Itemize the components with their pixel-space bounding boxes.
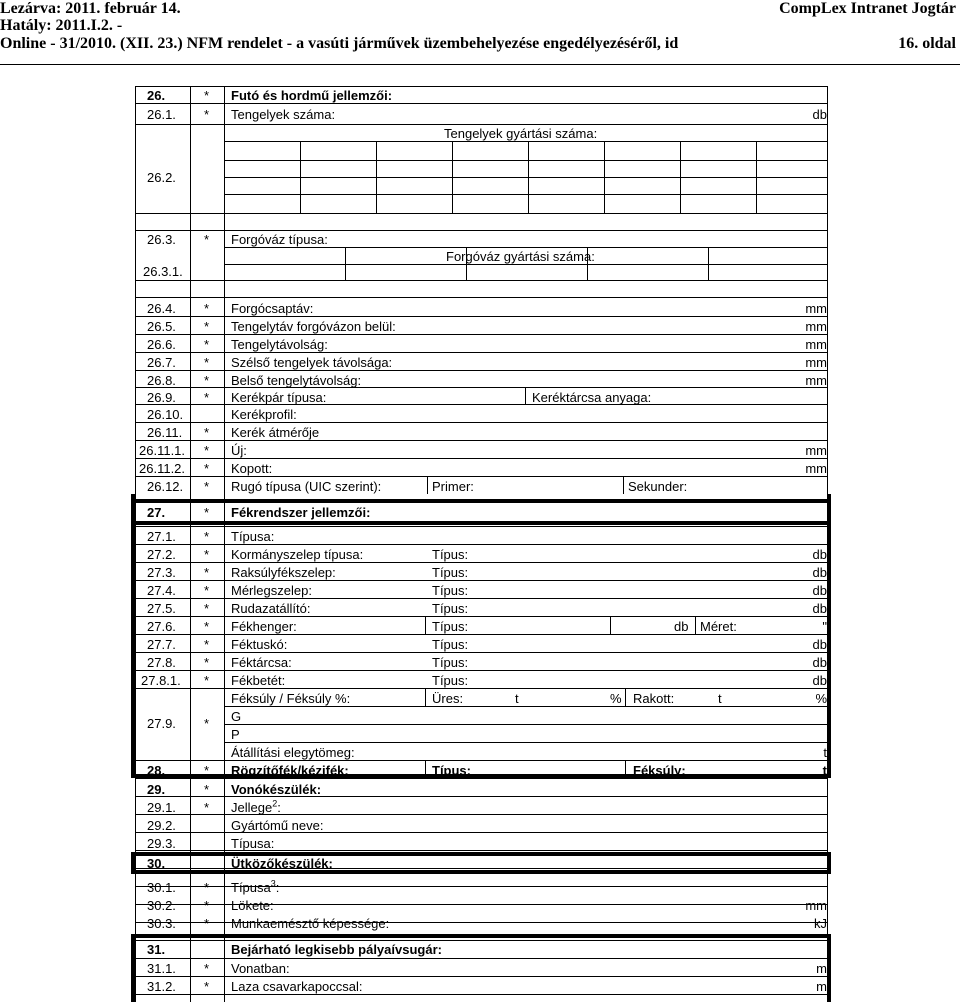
row-label: Tengelyek száma:: [231, 107, 336, 122]
row-number: 27.1.: [147, 529, 176, 544]
star-mark: *: [204, 673, 210, 688]
unit-label: mm: [805, 319, 827, 334]
row-number: 26.10.: [147, 407, 184, 422]
row-number: 27.4.: [147, 583, 176, 598]
star-mark: *: [204, 373, 210, 388]
row-number: 28.: [147, 763, 166, 778]
unit-label: kJ: [814, 916, 827, 931]
row-label: Fékhenger:: [231, 619, 297, 634]
row-line: [135, 124, 828, 125]
row-label: Rudazatállító:: [231, 601, 311, 616]
star-mark: *: [204, 601, 210, 616]
cell-divider: [708, 247, 709, 280]
row-line: [135, 778, 828, 779]
star-mark: *: [204, 782, 210, 797]
row-number: 26.1.: [147, 107, 176, 122]
row-number: 26.4.: [147, 301, 176, 316]
row-line: [135, 334, 828, 335]
star-mark: *: [204, 232, 210, 247]
row-number: 31.: [147, 942, 166, 957]
cell-divider: [604, 141, 605, 213]
star-mark: *: [204, 619, 210, 634]
row-label: Keréktárcsa anyaga:: [532, 390, 652, 405]
row-label: Mérlegszelep:: [231, 583, 312, 598]
header-line-3: [0, 35, 960, 53]
row-label: Kormányszelep típusa:: [231, 547, 364, 562]
star-mark: *: [204, 505, 210, 520]
star-mark: *: [204, 88, 210, 103]
row-number: 26.9.: [147, 390, 176, 405]
row-label: P: [231, 727, 240, 742]
document-title: Online - 31/2010. (XII. 23.) NFM rendelet - a vasúti járművek üzembehelyezése engedélyezéséről, id: [0, 35, 679, 52]
row-line: [224, 194, 828, 195]
cell-divider: [623, 476, 624, 494]
unit-label: db: [674, 619, 689, 634]
row-line: [135, 213, 828, 214]
tipus-label: Típus:: [432, 655, 469, 670]
row-number: 27.8.1.: [141, 673, 181, 688]
row-label: Kerék átmérője: [231, 425, 320, 440]
row-number: 26.3.: [147, 232, 176, 247]
star-mark: *: [204, 979, 210, 994]
star-mark: *: [204, 547, 210, 562]
star-mark: *: [204, 583, 210, 598]
row-number: 26.3.1.: [143, 264, 183, 279]
border-top: [135, 86, 828, 87]
unit-label: mm: [805, 461, 827, 476]
row-label: Kerékprofil:: [231, 407, 297, 422]
row-label: Tengelytáv forgóvázon belül:: [231, 319, 396, 334]
row-label: Rakott:: [633, 691, 675, 706]
row-label: Féktuskó:: [231, 637, 288, 652]
row-number: 30.1.: [147, 880, 176, 895]
star-mark: *: [204, 637, 210, 652]
row-number: 27.3.: [147, 565, 176, 580]
row-number: 26.2.: [147, 170, 176, 185]
app-name: CompLex Intranet Jogtár: [779, 0, 956, 17]
section-title: Futó és hordmű jellemzői:: [231, 88, 393, 103]
unit-label: db: [812, 547, 827, 562]
row-label: Laza csavarkapoccsal:: [231, 979, 363, 994]
row-line: [135, 297, 828, 298]
unit-label: t: [823, 745, 827, 760]
row-label: Primer:: [432, 479, 474, 494]
row-label: Féksúly:: [633, 763, 686, 778]
row-line: [135, 352, 828, 353]
tipus-label: Típus:: [432, 565, 469, 580]
row-label: Féksúly / Féksúly %:: [231, 691, 351, 706]
star-mark: *: [204, 961, 210, 976]
star-mark: *: [204, 763, 210, 778]
star-mark: *: [204, 107, 210, 122]
row-line: [135, 370, 828, 371]
section-title: Vonókészülék:: [231, 782, 322, 797]
form-table: [135, 86, 831, 1002]
star-mark: *: [204, 529, 210, 544]
header-line-1: [0, 0, 960, 18]
star-mark: *: [204, 716, 210, 731]
unit-label: mm: [805, 898, 827, 913]
section-title: Bejárható legkisebb pályaívsugár:: [231, 942, 442, 957]
footnote-ref: 3: [270, 878, 276, 889]
row-number: 26.12.: [147, 479, 184, 494]
row-line: [224, 160, 828, 161]
unit-label: db: [812, 601, 827, 616]
unit-label: %: [610, 691, 622, 706]
row-line: [224, 177, 828, 178]
row-number: 26.6.: [147, 337, 176, 352]
cell-divider: [376, 141, 377, 213]
row-label: Forgóváz típusa:: [231, 232, 328, 247]
section-title: Ütközőkészülék:: [231, 856, 333, 871]
unit-label: mm: [805, 301, 827, 316]
row-number: 26.5.: [147, 319, 176, 334]
star-mark: *: [204, 565, 210, 580]
section-title: Rögzítőfék/kézifék:: [231, 763, 349, 778]
row-number: 31.1.: [147, 961, 176, 976]
row-label: Forgóváz gyártási száma:: [446, 249, 595, 264]
unit-label: db: [812, 637, 827, 652]
row-label: Üres:: [432, 691, 464, 706]
tipus-label: Típus:: [432, 601, 469, 616]
unit-label: mm: [805, 337, 827, 352]
tipus-label: Típus:: [432, 547, 469, 562]
unit-label: t: [822, 763, 827, 778]
unit-label: t: [718, 691, 722, 706]
row-label: Lökete:: [231, 898, 274, 913]
row-number: 27.5.: [147, 601, 176, 616]
row-label: Kopott:: [231, 461, 273, 476]
row-line: [135, 476, 828, 477]
row-number: 27.: [147, 505, 166, 520]
row-label: Vonatban:: [231, 961, 290, 976]
unit-label: t: [515, 691, 519, 706]
row-number: 27.2.: [147, 547, 176, 562]
tipus-label: Típus:: [432, 619, 469, 634]
label-colon: :: [275, 880, 280, 895]
star-mark: *: [204, 337, 210, 352]
star-mark: *: [204, 301, 210, 316]
row-number: 31.2.: [147, 979, 176, 994]
star-mark: *: [204, 479, 210, 494]
row-number: 30.3.: [147, 916, 176, 931]
row-label: Raksúlyfékszelep:: [231, 565, 336, 580]
cell-divider: [525, 387, 526, 404]
row-number: 26.11.: [147, 425, 183, 440]
unit-label: db: [812, 565, 827, 580]
row-line: [224, 141, 828, 142]
star-mark: *: [204, 800, 210, 815]
row-number: 29.: [147, 782, 166, 797]
star-mark: *: [204, 461, 210, 476]
row-number: 27.8.: [147, 655, 176, 670]
star-mark: *: [204, 655, 210, 670]
unit-label: m: [816, 961, 827, 976]
row-number: 30.: [147, 856, 166, 871]
tipus-label: Típus:: [432, 637, 469, 652]
star-mark: *: [204, 355, 210, 370]
cell-divider: [528, 141, 529, 213]
row-number: 26.: [147, 88, 166, 103]
tipus-label: Típus:: [432, 673, 469, 688]
row-label: Átállítási elegytömeg:: [231, 745, 355, 760]
unit-label: ": [822, 619, 827, 634]
row-number: 29.1.: [147, 800, 176, 815]
row-number: 26.11.2.: [139, 461, 186, 476]
row-number: 27.6.: [147, 619, 176, 634]
row-line: [224, 264, 828, 265]
row-label: Szélső tengelyek távolsága:: [231, 355, 393, 370]
star-mark: *: [204, 319, 210, 334]
star-mark: *: [204, 898, 210, 913]
row-label: Munkaemésztő képessége:: [231, 916, 390, 931]
tipus-label: Típus:: [432, 583, 469, 598]
cell-divider: [300, 141, 301, 213]
row-label: Féktárcsa:: [231, 655, 292, 670]
section-title: Fékrendszer jellemzői:: [231, 505, 371, 520]
row-label: [231, 880, 279, 895]
row-label: Típusa:: [231, 836, 275, 851]
unit-label: db: [812, 107, 827, 122]
star-mark: *: [204, 880, 210, 895]
unit-label: m: [816, 979, 827, 994]
row-label: Rugó típusa (UIC szerint):: [231, 479, 382, 494]
label-text: Jellege: [231, 800, 273, 815]
star-mark: *: [204, 425, 210, 440]
tipus-label: Típus:: [432, 763, 471, 778]
row-line: [135, 458, 828, 459]
row-number: 26.7.: [147, 355, 176, 370]
cell-divider: [680, 141, 681, 213]
row-label: Belső tengelytávolság:: [231, 373, 362, 388]
footnote-ref: 2: [272, 798, 278, 809]
label-text: Típusa: [231, 880, 271, 895]
row-label: G: [231, 709, 242, 724]
row-number: 30.2.: [147, 898, 176, 913]
row-label: Típusa:: [231, 529, 275, 544]
row-line: [135, 422, 828, 423]
lezarva-text: Lezárva: 2011. február 14.: [0, 0, 181, 17]
row-number: 26.11.1.: [139, 443, 186, 458]
cell-divider: [756, 141, 757, 213]
row-label: Új:: [231, 443, 247, 458]
cell-divider: [427, 476, 428, 494]
row-label: [231, 800, 281, 815]
row-line: [135, 316, 828, 317]
cell-divider: [345, 247, 346, 280]
row-label: Forgócsaptáv:: [231, 301, 314, 316]
label-colon: :: [277, 800, 281, 815]
unit-label: mm: [805, 355, 827, 370]
row-label: Sekunder:: [628, 479, 688, 494]
row-number: 29.2.: [147, 818, 176, 833]
row-line: [135, 280, 828, 281]
unit-label: mm: [805, 443, 827, 458]
row-number: 27.9.: [147, 716, 176, 731]
cell-divider: [452, 141, 453, 213]
unit-label: db: [812, 583, 827, 598]
unit-label: %: [815, 691, 827, 706]
row-label: Gyártómű neve:: [231, 818, 324, 833]
row-line: [135, 230, 828, 231]
row-number: 26.8.: [147, 373, 176, 388]
row-label: Méret:: [700, 619, 737, 634]
header-rule: [0, 64, 960, 65]
row-label: Tengelytávolság:: [231, 337, 328, 352]
hataly-text: Hatály: 2011.I.2. -: [0, 17, 123, 34]
row-label: Kerékpár típusa:: [231, 390, 327, 405]
star-mark: *: [204, 916, 210, 931]
star-mark: *: [204, 390, 210, 405]
unit-label: mm: [805, 373, 827, 388]
unit-label: db: [812, 673, 827, 688]
star-mark: *: [204, 443, 210, 458]
page-number: 16. oldal: [898, 35, 956, 52]
row-number: 29.3.: [147, 836, 176, 851]
row-line: [135, 103, 828, 104]
row-line: [224, 247, 828, 248]
row-label: Fékbetét:: [231, 673, 286, 688]
header-line-2: [0, 17, 960, 35]
row-label: Tengelyek gyártási száma:: [444, 126, 598, 141]
row-line: [135, 440, 828, 441]
row-number: 27.7.: [147, 637, 176, 652]
unit-label: db: [812, 655, 827, 670]
